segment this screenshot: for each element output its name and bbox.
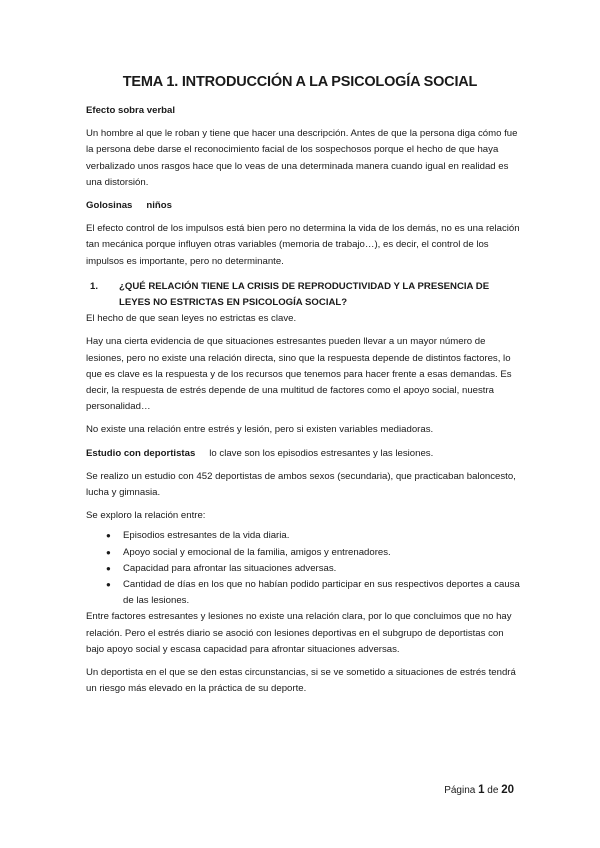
page-footer — [444, 784, 514, 796]
golosinas-label-2: niños — [146, 200, 172, 212]
paragraph-no-relation: No existe una relación entre estrés y lesión, pero si existen variables mediadoras. — [86, 424, 434, 436]
list-item — [86, 577, 520, 609]
bullet-icon: ● — [106, 563, 111, 573]
page-title: TEMA 1. INTRODUCCIÓN A LA PSICOLOGÍA SOCIAL — [122, 74, 478, 90]
paragraph-final: Un deportista en el que se den estas circunstancias, si se ve sometido a situaciones de estrés tendrá un riesgo más elevado en la práctica de su deporte. — [86, 667, 516, 695]
bullet-icon: ● — [106, 580, 111, 590]
heading-number: 1. — [90, 280, 99, 292]
bullet-list — [86, 528, 520, 609]
list-item — [86, 545, 520, 561]
paragraph-conclusion: Entre factores estresantes y lesiones no existe una relación clara, por lo que concluimos que no hay relación. Pero el estrés diario se asoció con lesiones deportivas en el subgrupo de deportistas con bajo apoyo social y escasa capacidad para afrontar situaciones adversas. — [86, 611, 512, 655]
paragraph-study-details: Se realizo un estudio con 452 deportistas de ambos sexos (secundaria), que practicaban baloncesto, lucha y gimnasia. — [86, 470, 516, 499]
page-current: 1 — [478, 784, 485, 796]
heading-text: ¿QUÉ RELACIÓN TIENE LA CRISIS DE REPRODUCTIVIDAD Y LA PRESENCIA DE LEYES NO ESTRICTAS EN PSICOLOGÍA SOCIAL? — [119, 280, 490, 309]
golosinas-label: Golosinas — [86, 200, 133, 212]
study-line — [86, 446, 520, 462]
page-of: de — [487, 785, 499, 796]
study-label: Estudio con deportistas — [86, 447, 196, 459]
list-item-text: Cantidad de días en los que no habían podido participar en sus respectivos deportes a causa de las lesiones. — [123, 579, 520, 607]
list-item-text: Episodios estresantes de la vida diaria. — [123, 530, 290, 542]
paragraph-efecto: Un hombre al que le roban y tiene que hacer una descripción. Antes de que la persona diga cómo fue la persona debe darse el reconocimiento facial de los sospechosos porque el hecho de que haya verbalizado unos rasgos hace que lo veas de una determinada manera cuando igual en realidad es una distorsión. — [86, 128, 518, 188]
page-word: Página — [444, 785, 476, 796]
paragraph-explored-intro: Se exploro la relación entre: — [86, 510, 206, 522]
document-body — [86, 103, 520, 698]
section-heading-efecto: Efecto sobra verbal — [86, 105, 176, 116]
list-item — [86, 528, 520, 544]
list-item — [86, 561, 520, 577]
bullet-icon: ● — [106, 547, 111, 557]
paragraph-evidence: Hay una cierta evidencia de que situaciones estresantes pueden llevar a un mayor número de lesiones, pero no existe una relación directa, sino que la respuesta depende de distintos factores, lo que es clave es la respuesta y de los recursos que tenemos para hacer frente a esas demandas. Es decir, la respuesta de estrés depende de una multitud de factores como el apoyo social, nuestra personalidad… — [86, 336, 512, 413]
paragraph-question-answer: El hecho de que sean leyes no estrictas es clave. — [86, 313, 297, 325]
numbered-heading — [86, 279, 520, 311]
study-text: lo clave son los episodios estresantes y las lesiones. — [209, 447, 434, 459]
list-item-text: Capacidad para afrontar las situaciones adversas. — [123, 562, 337, 574]
paragraph-golosinas: El efecto control de los impulsos está bien pero no determina la vida de los demás, no es una relación tan mecánica porque influyen otras variables (memoria de trabajo…), es decir, el control de los impulsos es importante, pero no determinante. — [86, 223, 520, 267]
golosinas-line — [86, 198, 520, 214]
bullet-icon: ● — [106, 531, 111, 541]
list-item-text: Apoyo social y emocional de la familia, amigos y entrenadores. — [123, 546, 391, 558]
page-total: 20 — [501, 784, 514, 796]
